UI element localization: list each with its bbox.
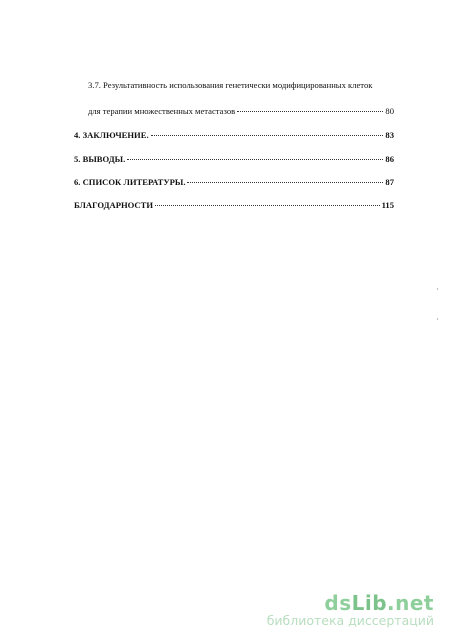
- scan-speck: [437, 318, 438, 320]
- toc-entry-text: 6. СПИСОК ЛИТЕРАТУРЫ.: [74, 177, 186, 187]
- toc-leader-dots: [155, 205, 380, 206]
- watermark: [267, 592, 434, 628]
- toc-leader-dots: [127, 159, 383, 160]
- toc-page-number: 83: [385, 130, 394, 140]
- toc-page-number: 86: [385, 154, 394, 164]
- toc-entry-text: БЛАГОДАРНОСТИ: [74, 200, 154, 210]
- toc-page-number: 87: [385, 177, 394, 187]
- scan-speck: [437, 288, 438, 290]
- toc-leader-dots: [237, 111, 383, 112]
- toc-entry-text: для терапии множественных метастазов: [88, 106, 236, 116]
- watermark-logo: dsLib.net: [324, 591, 434, 615]
- toc-entry-acknowledgements: [74, 200, 394, 211]
- toc-entry-3-7-line2: [88, 106, 394, 117]
- toc-entry-findings: [74, 154, 394, 165]
- toc-entry-text: 4. ЗАКЛЮЧЕНИЕ.: [74, 130, 149, 140]
- toc-entry-references: [74, 177, 394, 188]
- toc-entry-conclusion: [74, 130, 394, 141]
- toc-entry-text: 5. ВЫВОДЫ.: [74, 154, 126, 164]
- toc-page-number: 115: [381, 200, 394, 210]
- toc-page-number: 80: [385, 106, 394, 116]
- watermark-subtitle: библиотека диссертаций: [266, 613, 434, 628]
- toc-leader-dots: [187, 182, 383, 183]
- toc-leader-dots: [151, 135, 384, 136]
- toc-entry-3-7-line1: 3.7. Результативность использования генетически модифицированных клеток: [88, 80, 373, 90]
